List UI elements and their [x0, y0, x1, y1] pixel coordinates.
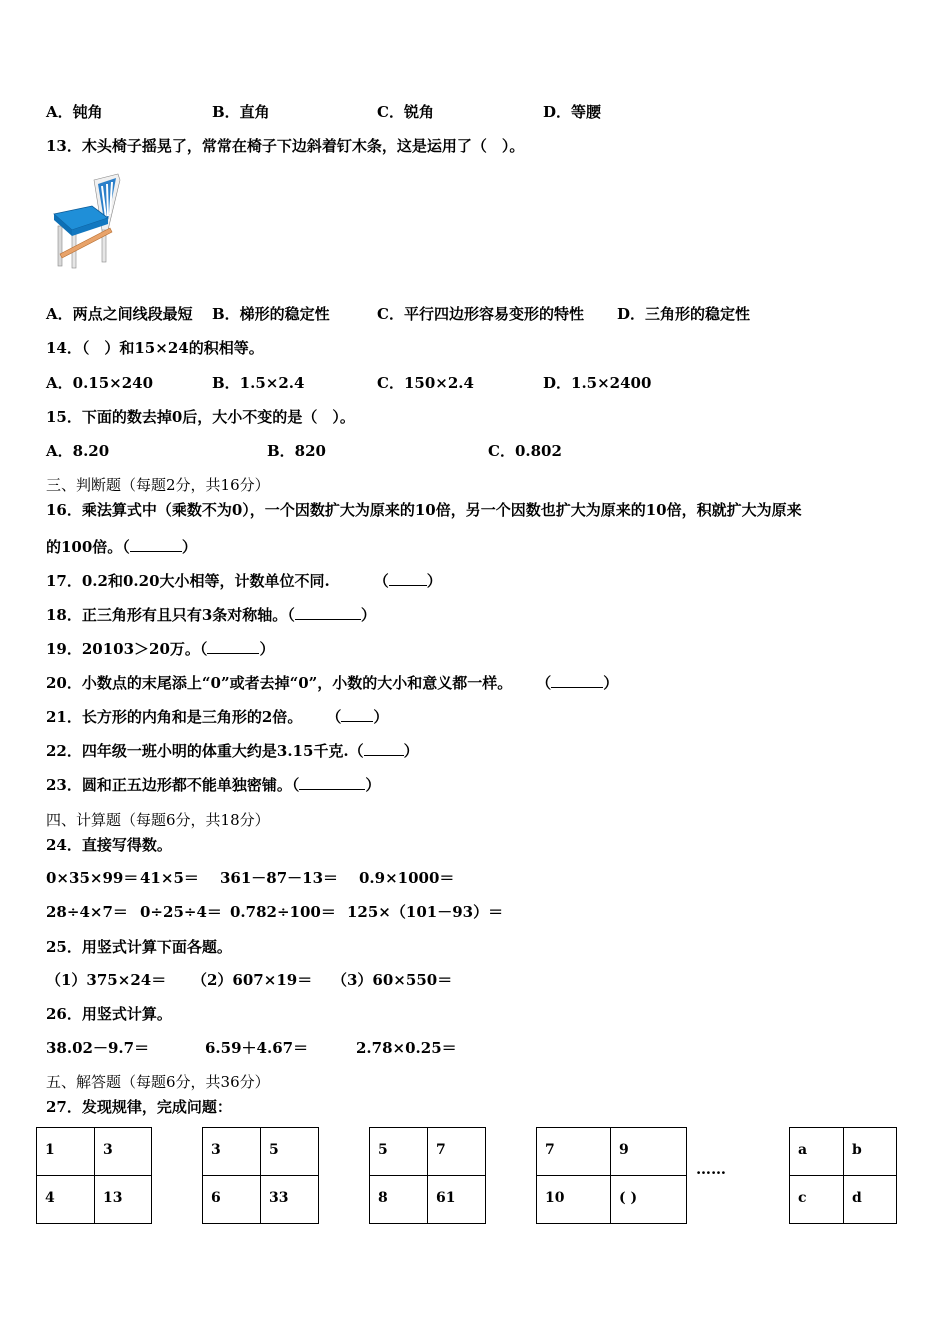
q24-r1-item: 41×5＝ — [140, 869, 199, 887]
q14-option-c: C．150×2.4 — [377, 374, 474, 392]
q27-stem: 27．发现规律，完成问题： — [46, 1098, 232, 1116]
q17-paren-open: （ — [373, 572, 389, 590]
section-3-heading: 三、判断题（每题2分，共16分） — [46, 476, 270, 494]
grid-cell: d — [844, 1176, 897, 1224]
grid-cell: c — [790, 1176, 844, 1224]
q20-paren-close: ） — [603, 674, 619, 692]
q25-item: （1）375×24＝ — [46, 971, 167, 989]
grid-cell: 4 — [37, 1176, 95, 1224]
chair-image — [50, 170, 122, 272]
q13-option-d: D．三角形的稳定性 — [617, 305, 751, 323]
pattern-grid-3 — [369, 1127, 486, 1224]
q24-stem: 24．直接写得数。 — [46, 836, 172, 854]
q18-line — [46, 605, 376, 625]
q24-r1-item: 0×35×99＝ — [46, 869, 139, 887]
q17-paren-close: ） — [426, 572, 442, 590]
q19-line — [46, 639, 274, 659]
q21-line — [46, 707, 388, 727]
q24-r2-item: 28÷4×7＝ — [46, 903, 128, 921]
grid-cell: 7 — [537, 1128, 611, 1176]
grid-cell: 9 — [611, 1128, 687, 1176]
q18-paren-close: ） — [360, 606, 376, 624]
q14-option-b: B．1.5×2.4 — [212, 374, 305, 392]
pattern-ellipsis: …… — [696, 1160, 726, 1178]
q24-r1-item: 0.9×1000＝ — [359, 869, 455, 887]
q15-option-b: B．820 — [267, 442, 326, 460]
q23-text: 23．圆和正五边形都不能单独密铺。（ — [46, 776, 300, 794]
q14-stem: 14．（ ）和15×24的积相等。 — [46, 339, 264, 357]
q19-text: 19．20103＞20万。（ — [46, 640, 208, 658]
grid-cell: 8 — [370, 1176, 428, 1224]
q16-answer-blank[interactable] — [130, 537, 182, 552]
grid-cell: 33 — [261, 1176, 319, 1224]
q13-stem: 13．木头椅子摇晃了，常常在椅子下边斜着钉木条，这是运用了（ ）。 — [46, 137, 525, 155]
q12-option-c: C．锐角 — [377, 103, 434, 121]
q13-option-c: C．平行四边形容易变形的特性 — [377, 305, 584, 323]
q22-line — [46, 741, 419, 761]
grid-cell: 3 — [203, 1128, 261, 1176]
q26-item: 2.78×0.25＝ — [356, 1039, 457, 1057]
q26-stem: 26．用竖式计算。 — [46, 1005, 172, 1023]
q15-option-a: A．8.20 — [46, 442, 110, 460]
q17-line — [46, 571, 442, 591]
grid-cell: 3 — [95, 1128, 152, 1176]
q24-r2-item: 0÷25÷4＝ — [140, 903, 222, 921]
q21-paren-close: ） — [373, 708, 389, 726]
grid-cell: 61 — [428, 1176, 486, 1224]
pattern-grid-2 — [202, 1127, 319, 1224]
q21-answer-blank[interactable] — [341, 707, 373, 722]
grid-cell: 5 — [370, 1128, 428, 1176]
q22-text: 22．四年级一班小明的体重大约是3.15千克.（ — [46, 742, 364, 760]
q14-option-d: D．1.5×2400 — [543, 374, 652, 392]
q15-stem: 15．下面的数去掉0后，大小不变的是（ ）。 — [46, 408, 355, 426]
q20-answer-blank[interactable] — [551, 673, 603, 688]
q18-answer-blank[interactable] — [295, 605, 361, 620]
q25-stem: 25．用竖式计算下面各题。 — [46, 938, 232, 956]
q21-text: 21．长方形的内角和是三角形的2倍。 — [46, 708, 303, 726]
grid-cell: 1 — [37, 1128, 95, 1176]
pattern-grid-4 — [536, 1127, 687, 1224]
q24-r2-item: 125×（101－93）＝ — [347, 903, 504, 921]
pattern-grid-5 — [789, 1127, 897, 1224]
grid-cell: 13 — [95, 1176, 152, 1224]
grid-answer-cell[interactable]: ( ) — [611, 1176, 687, 1224]
q13-option-b: B．梯形的稳定性 — [212, 305, 330, 323]
q21-paren-open: （ — [326, 708, 342, 726]
grid-cell: 10 — [537, 1176, 611, 1224]
q20-line — [46, 673, 618, 693]
q16-paren-close: ） — [181, 538, 197, 556]
q12-option-b: B．直角 — [212, 103, 270, 121]
q25-item: （3）60×550＝ — [332, 971, 453, 989]
q25-item: （2）607×19＝ — [192, 971, 313, 989]
q13-option-a: A．两点之间线段最短 — [46, 305, 193, 323]
q20-text: 20．小数点的末尾添上“0”或者去掉“0”，小数的大小和意义都一样。 — [46, 674, 513, 692]
grid-cell: 7 — [428, 1128, 486, 1176]
q18-text: 18．正三角形有且只有3条对称轴。（ — [46, 606, 295, 624]
chair-icon — [54, 174, 120, 268]
q20-paren-open: （ — [536, 674, 552, 692]
q26-item: 38.02－9.7＝ — [46, 1039, 150, 1057]
section-5-heading: 五、解答题（每题6分，共36分） — [46, 1073, 270, 1091]
q23-line — [46, 775, 380, 795]
q22-answer-blank[interactable] — [364, 741, 404, 756]
q19-answer-blank[interactable] — [207, 639, 259, 654]
q16-line-1: 16．乘法算式中（乘数不为0），一个因数扩大为原来的10倍，另一个因数也扩大为原来的10倍，积就扩大为原来 — [46, 501, 802, 519]
q22-paren-close: ） — [403, 742, 419, 760]
q12-option-d: D．等腰 — [543, 103, 602, 121]
q19-paren-close: ） — [259, 640, 275, 658]
section-4-heading: 四、计算题（每题6分，共18分） — [46, 811, 270, 829]
q17-answer-blank[interactable] — [389, 571, 427, 586]
grid-cell: b — [844, 1128, 897, 1176]
q23-paren-close: ） — [365, 776, 381, 794]
q24-r1-item: 361－87－13＝ — [220, 869, 339, 887]
q16-line-2 — [46, 537, 197, 557]
pattern-grid-1 — [36, 1127, 152, 1224]
grid-cell: 5 — [261, 1128, 319, 1176]
q23-answer-blank[interactable] — [299, 775, 365, 790]
grid-cell: 6 — [203, 1176, 261, 1224]
q17-text: 17．0.2和0.20大小相等，计数单位不同. — [46, 572, 330, 590]
q16-text: 的100倍。（ — [46, 538, 130, 556]
grid-cell: a — [790, 1128, 844, 1176]
q24-r2-item: 0.782÷100＝ — [230, 903, 336, 921]
q15-option-c: C．0.802 — [488, 442, 562, 460]
q26-item: 6.59＋4.67＝ — [205, 1039, 309, 1057]
q14-option-a: A．0.15×240 — [46, 374, 154, 392]
q12-option-a: A．钝角 — [46, 103, 103, 121]
